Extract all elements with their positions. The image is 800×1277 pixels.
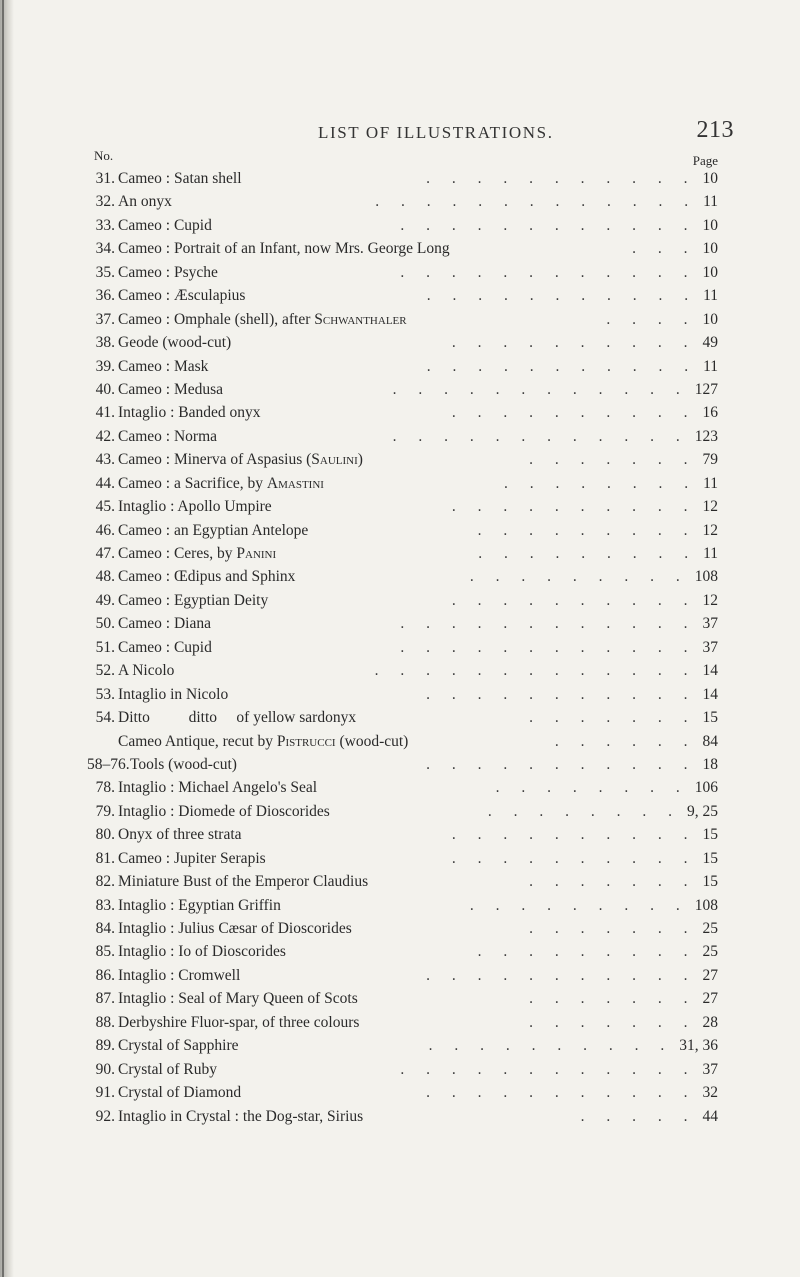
list-item — [0, 1105, 800, 1128]
entry-page: 79 — [702, 451, 718, 469]
entry-page: 12 — [702, 498, 718, 516]
entry-title — [118, 542, 276, 565]
entry-title — [118, 870, 368, 893]
leader-dots: . . . . . . . . . . . — [426, 966, 697, 984]
list-item — [0, 448, 800, 471]
entry-number: 47. — [95, 545, 115, 562]
entry-artist-name: Saulini — [311, 451, 358, 469]
entry-number: 36. — [95, 287, 115, 305]
entry-title-text: Cameo : Minerva of Aspasius ( — [118, 451, 312, 469]
entry-page: 25 — [702, 920, 718, 937]
entry-title-text: Cameo : a Sacrifice, by — [118, 474, 267, 492]
entry-page: 31, 36 — [679, 1037, 718, 1055]
entry-title — [118, 800, 330, 823]
entry-title-text: Intaglio : Egyptian Griffin — [118, 896, 281, 914]
entry-title-text: Cameo : Portrait of an Infant, now Mrs. George Long — [118, 240, 450, 258]
entry-title-text: Cameo : Cupid — [118, 216, 212, 234]
entry-title-text: Cameo : Psyche — [118, 263, 218, 281]
entry-page: 15 — [702, 873, 718, 891]
leader-dots: . . . — [632, 240, 697, 258]
leader-dots: . . . . . . . . . . . . — [400, 638, 697, 656]
list-item — [0, 940, 800, 963]
entry-title — [118, 425, 217, 448]
list-item — [0, 706, 800, 729]
entry-title-text: Tools (wood-cut) — [130, 755, 237, 773]
entry-number: 37. — [95, 310, 115, 328]
entry-number: 44. — [95, 474, 115, 492]
entry-title-text: Derbyshire Fluor-spar, of three colours — [118, 1013, 360, 1031]
entry-number: 58–76. — [87, 755, 130, 773]
leader-dots: . . . . . . . . . — [477, 943, 697, 961]
entry-artist-name: Pistrucci — [276, 732, 336, 750]
entry-title-text: An onyx — [118, 193, 172, 211]
entry-title — [118, 683, 228, 706]
entry-title — [118, 495, 272, 518]
entry-number: 46. — [95, 521, 115, 539]
entry-title — [118, 730, 408, 753]
entry-page: 11 — [703, 287, 718, 305]
entry-page: 9, 25 — [687, 802, 718, 820]
entry-page: 28 — [702, 1013, 718, 1031]
entry-title — [118, 331, 231, 354]
entry-number: 78. — [95, 779, 115, 797]
entry-title — [118, 847, 266, 870]
entry-title-text: Geode (wood-cut) — [118, 334, 232, 352]
entry-title — [118, 1081, 241, 1104]
entry-number: 38. — [95, 334, 115, 352]
entry-page: 25 — [702, 943, 718, 961]
leader-dots: . . . . . . . . . . . . — [400, 1060, 697, 1078]
leader-dots: . . . . . . . . . . . — [426, 357, 698, 375]
list-item — [0, 589, 800, 612]
entry-number: 85. — [95, 943, 115, 961]
list-item — [0, 237, 800, 260]
entry-page: 108 — [694, 896, 718, 914]
leader-dots: . . . . — [606, 310, 697, 328]
entry-title-text: Intaglio : Julius Cæsar of Dioscorides — [118, 920, 352, 937]
entry-title — [118, 776, 317, 799]
entry-number: 45. — [95, 498, 115, 516]
entry-number: 79. — [95, 802, 115, 820]
leader-dots: . . . . . . . . . . . — [426, 685, 697, 703]
entry-title-text: Intaglio : Diomede of Dioscorides — [118, 802, 330, 820]
entry-title — [118, 659, 174, 682]
entry-number: 35. — [95, 263, 115, 281]
entry-page: 10 — [702, 263, 718, 281]
entry-number: 86. — [95, 966, 115, 984]
leader-dots: . . . . . . . . . . — [451, 404, 697, 422]
entry-artist-name: Panini — [236, 545, 277, 562]
leader-dots: . . . . . . . . . . . — [426, 170, 697, 187]
column-heading-no: No. — [94, 148, 114, 163]
entry-number: 49. — [95, 591, 115, 609]
entry-title-text: Cameo : Medusa — [118, 380, 224, 398]
entry-title — [118, 1058, 217, 1081]
entry-title — [118, 261, 218, 284]
entry-page: 15 — [702, 709, 718, 727]
entry-title-suffix: (wood-cut) — [335, 732, 409, 750]
entry-page: 12 — [702, 521, 718, 539]
list-item — [0, 987, 800, 1010]
entry-number: 81. — [95, 849, 115, 867]
entry-page: 14 — [702, 685, 718, 703]
entry-title-text: Cameo : Æsculapius — [118, 287, 246, 305]
entry-title-text: Intaglio : Io of Dioscorides — [118, 943, 286, 961]
leader-dots: . . . . . . — [554, 732, 697, 750]
entry-page: 16 — [702, 404, 718, 422]
entry-number: 39. — [95, 357, 115, 375]
entry-number: 48. — [95, 568, 115, 586]
leader-dots: . . . . . . . . . — [469, 568, 689, 586]
entry-number: 41. — [95, 404, 115, 422]
running-head — [0, 117, 800, 151]
entry-page: 18 — [702, 755, 718, 773]
leader-dots: . . . . . . . . . . — [451, 498, 697, 516]
list-item — [0, 917, 800, 940]
entry-title-text: Intaglio : Seal of Mary Queen of Scots — [118, 990, 358, 1008]
entry-page: 10 — [702, 240, 718, 258]
list-item — [0, 190, 800, 213]
running-title: LIST OF ILLUSTRATIONS. — [318, 123, 554, 142]
list-item — [0, 964, 800, 987]
list-item — [0, 776, 800, 799]
entry-title — [118, 401, 261, 424]
entry-number: 42. — [95, 427, 115, 445]
entry-title-text: Cameo : Omphale (shell), after — [118, 310, 315, 328]
entry-title — [118, 308, 407, 331]
entry-page: 32 — [702, 1084, 718, 1102]
leader-dots: . . . . . . . — [529, 451, 697, 469]
entry-artist-name: Amastini — [266, 474, 324, 492]
entry-page: 108 — [694, 568, 718, 586]
entry-title — [118, 565, 295, 588]
leader-dots: . . . . . . . . . . . — [426, 287, 698, 305]
entry-title — [118, 940, 286, 963]
leader-dots: . . . . . . . . . . — [428, 1037, 674, 1055]
entry-page: 11 — [703, 193, 718, 211]
entry-title-text: Crystal of Sapphire — [118, 1037, 239, 1055]
entry-page: 49 — [702, 334, 718, 352]
entry-page: 15 — [702, 849, 718, 867]
entry-title-text: Intaglio : Cromwell — [118, 966, 241, 984]
entry-number: 54. — [95, 709, 115, 727]
list-item — [0, 612, 800, 635]
leader-dots: . . . . . . . . . . . . — [400, 615, 697, 633]
leader-dots: . . . . . . . . . . — [451, 849, 697, 867]
entry-title — [118, 917, 352, 940]
leader-dots: . . . . . . . . — [495, 779, 689, 797]
list-item — [0, 1081, 800, 1104]
list-item — [0, 167, 800, 190]
list-item — [0, 378, 800, 401]
entry-number: 83. — [95, 896, 115, 914]
entry-title — [118, 987, 358, 1010]
leader-dots: . . . . . . . . . . — [451, 334, 697, 352]
entry-number: 52. — [95, 662, 115, 680]
entry-page: 37 — [702, 638, 718, 656]
entry-title — [118, 284, 245, 307]
leader-dots: . . . . . . . . . — [469, 896, 689, 914]
list-item — [0, 401, 800, 424]
entry-page: 123 — [694, 427, 718, 445]
list-item — [0, 753, 800, 776]
leader-dots: . . . . . . . . . . . — [426, 1084, 697, 1102]
list-item — [0, 659, 800, 682]
leader-dots: . . . . . . . — [529, 873, 697, 891]
entry-number: 80. — [95, 826, 115, 844]
entry-title-text: Ditto ditto of yellow sardonyx — [118, 709, 357, 727]
list-item — [0, 1034, 800, 1057]
entry-page: 12 — [702, 591, 718, 609]
entry-title-text: Cameo : Mask — [118, 357, 209, 375]
entry-number: 53. — [95, 685, 115, 703]
column-headings — [0, 148, 800, 166]
list-item — [0, 894, 800, 917]
entry-title — [118, 1034, 239, 1057]
entry-title — [130, 753, 237, 776]
entry-number: 82. — [95, 873, 115, 891]
entry-page: 37 — [702, 615, 718, 633]
entry-title-text: Intaglio in Crystal : the Dog-star, Sirius — [118, 1107, 364, 1125]
entry-title-text: Cameo : Ceres, by — [118, 545, 237, 562]
leader-dots: . . . . . . . — [529, 1013, 697, 1031]
list-item — [0, 730, 800, 753]
list-item — [0, 870, 800, 893]
entry-title — [118, 237, 450, 260]
entry-title-text: Intaglio : Apollo Umpire — [118, 498, 272, 516]
leader-dots: . . . . . . . . . . — [451, 591, 697, 609]
entry-title — [118, 636, 212, 659]
entry-number: 88. — [95, 1013, 115, 1031]
entry-page: 44 — [702, 1107, 718, 1125]
entry-page: 11 — [703, 545, 718, 562]
entry-title — [118, 894, 281, 917]
list-item — [0, 284, 800, 307]
entry-title-text: Cameo : Egyptian Deity — [118, 591, 269, 609]
list-item — [0, 261, 800, 284]
entry-page: 15 — [702, 826, 718, 844]
leader-dots: . . . . . . . . . . . . — [400, 216, 697, 234]
entry-title-text: Cameo : an Egyptian Antelope — [118, 521, 309, 539]
entry-page: 106 — [694, 779, 718, 797]
entry-number: 89. — [95, 1037, 115, 1055]
entry-number: 91. — [95, 1084, 115, 1102]
entry-title-text: Intaglio in Nicolo — [118, 685, 229, 703]
list-item — [0, 1011, 800, 1034]
entry-page: 11 — [703, 357, 718, 375]
entry-title-text: Cameo : Norma — [118, 427, 218, 445]
entry-number: 90. — [95, 1060, 115, 1078]
entry-number: 50. — [95, 615, 115, 633]
page-number: 213 — [696, 117, 734, 143]
entry-number: 87. — [95, 990, 115, 1008]
list-item — [0, 565, 800, 588]
entry-title — [118, 823, 242, 846]
column-heading-page: Page — [692, 153, 718, 168]
illustration-list — [0, 167, 800, 1128]
list-item — [0, 542, 800, 565]
leader-dots: . . . . . . . . . — [478, 545, 698, 562]
list-item — [0, 331, 800, 354]
entry-number: 84. — [95, 920, 115, 937]
entry-title-text: Intaglio : Banded onyx — [118, 404, 261, 422]
leader-dots: . . . . . — [580, 1107, 697, 1125]
entry-title — [118, 167, 242, 190]
list-item — [0, 308, 800, 331]
entry-title — [118, 706, 356, 729]
entry-page: 11 — [703, 474, 718, 492]
entry-page: 84 — [702, 732, 718, 750]
leader-dots: . . . . . . . . . . . . . — [375, 193, 698, 211]
entry-title-text: Cameo : Jupiter Serapis — [118, 849, 266, 867]
entry-title — [118, 448, 363, 471]
entry-title — [118, 964, 240, 987]
entry-title-text: Crystal of Diamond — [118, 1084, 242, 1102]
entry-artist-name: Schwanthaler — [314, 310, 407, 328]
entry-page: 37 — [702, 1060, 718, 1078]
list-item — [0, 847, 800, 870]
entry-title-text: Miniature Bust of the Emperor Claudius — [118, 873, 369, 891]
entry-page: 14 — [702, 662, 718, 680]
entry-title-text: Onyx of three strata — [118, 826, 242, 844]
leader-dots: . . . . . . . . . . . . — [392, 380, 689, 398]
list-item — [0, 636, 800, 659]
entry-number: 92. — [95, 1107, 115, 1125]
list-item — [0, 425, 800, 448]
entry-number: 43. — [95, 451, 115, 469]
leader-dots: . . . . . . . . . . . . — [400, 263, 697, 281]
entry-number: 40. — [95, 380, 115, 398]
entry-page: 10 — [702, 310, 718, 328]
entry-title-text: Cameo : Diana — [118, 615, 211, 633]
entry-number: 32. — [95, 193, 115, 211]
entry-page: 10 — [702, 216, 718, 234]
entry-number: 51. — [95, 638, 115, 656]
entry-title — [118, 378, 223, 401]
entry-title — [118, 355, 208, 378]
list-item — [0, 519, 800, 542]
leader-dots: . . . . . . . . . . . . — [392, 427, 689, 445]
entry-title-text: A Nicolo — [118, 662, 175, 680]
leader-dots: . . . . . . . . . — [477, 521, 697, 539]
leader-dots: . . . . . . . — [529, 990, 697, 1008]
entry-page: 27 — [702, 990, 718, 1008]
list-item — [0, 355, 800, 378]
entry-page: 127 — [694, 380, 718, 398]
list-item — [0, 472, 800, 495]
entry-title — [118, 190, 172, 213]
leader-dots: . . . . . . . — [529, 920, 697, 937]
entry-title-suffix: ) — [357, 451, 363, 469]
list-item — [0, 823, 800, 846]
entry-title — [118, 1105, 363, 1128]
list-item — [0, 800, 800, 823]
leader-dots: . . . . . . . . . . — [451, 826, 697, 844]
entry-number: 31. — [95, 170, 115, 187]
list-item — [0, 495, 800, 518]
leader-dots: . . . . . . . . — [503, 474, 698, 492]
entry-title — [118, 214, 212, 237]
entry-title-text: Cameo : Satan shell — [118, 170, 242, 187]
list-item — [0, 1058, 800, 1081]
entry-title — [118, 519, 308, 542]
leader-dots: . . . . . . . . — [487, 802, 681, 820]
entry-page: 27 — [702, 966, 718, 984]
entry-title — [118, 589, 268, 612]
entry-title-text: Cameo : Cupid — [118, 638, 212, 656]
entry-page: 10 — [702, 170, 718, 187]
entry-title — [118, 1011, 359, 1034]
entry-title-text: Cameo Antique, recut by — [118, 732, 277, 750]
leader-dots: . . . . . . . . . . . . . — [374, 662, 697, 680]
entry-title-text: Intaglio : Michael Angelo's Seal — [118, 779, 318, 797]
entry-number: 33. — [95, 216, 115, 234]
entry-title-text: Cameo : Œdipus and Sphinx — [118, 568, 296, 586]
entry-title — [118, 472, 324, 495]
entry-title-text: Crystal of Ruby — [118, 1060, 218, 1078]
leader-dots: . . . . . . . . . . . — [426, 755, 697, 773]
list-item — [0, 683, 800, 706]
entry-number: 34. — [95, 240, 115, 258]
leader-dots: . . . . . . . — [529, 709, 697, 727]
entry-title — [118, 612, 211, 635]
list-item — [0, 214, 800, 237]
